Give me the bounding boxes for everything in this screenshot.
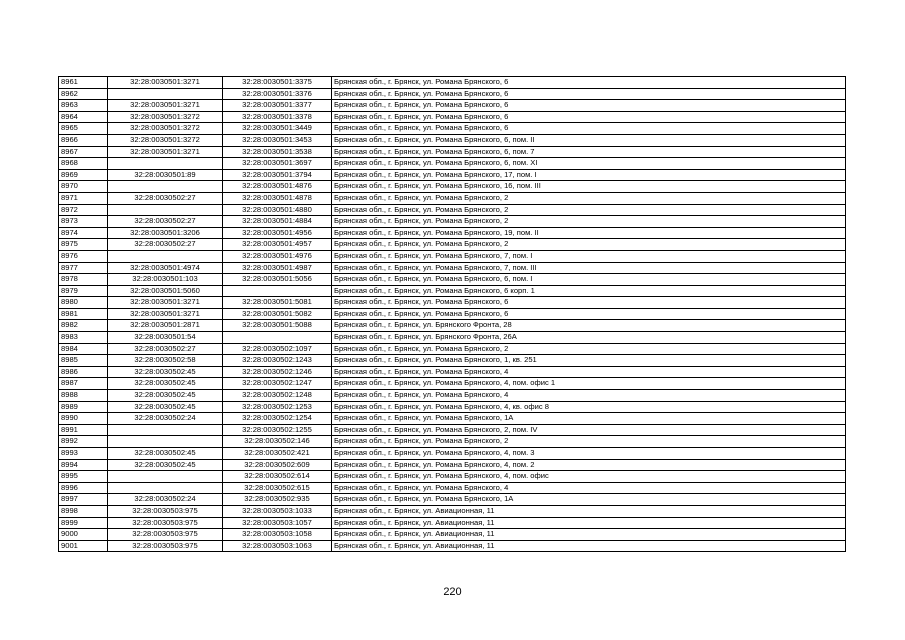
parent-cadastral-number-cell: 32:28:0030502:45 bbox=[108, 378, 223, 390]
parent-cadastral-number-cell: 32:28:0030501:3272 bbox=[108, 111, 223, 123]
table-row bbox=[59, 123, 846, 135]
table-row bbox=[59, 262, 846, 274]
address-cell: Брянская обл., г. Брянск, ул. Романа Брянского, 4, кв. офис 8 bbox=[332, 401, 846, 413]
address-cell: Брянская обл., г. Брянск, ул. Авиационная, 11 bbox=[332, 505, 846, 517]
row-number-cell: 8964 bbox=[59, 111, 108, 123]
row-number-cell: 8981 bbox=[59, 308, 108, 320]
cadastral-number-cell: 32:28:0030501:3377 bbox=[223, 100, 332, 112]
table-row bbox=[59, 77, 846, 89]
address-cell: Брянская обл., г. Брянск, ул. Романа Брянского, 6 bbox=[332, 88, 846, 100]
row-number-cell: 8971 bbox=[59, 192, 108, 204]
parent-cadastral-number-cell: 32:28:0030502:45 bbox=[108, 459, 223, 471]
parent-cadastral-number-cell bbox=[108, 436, 223, 448]
cadastral-number-cell: 32:28:0030502:1246 bbox=[223, 366, 332, 378]
cadastral-number-cell: 32:28:0030502:1243 bbox=[223, 355, 332, 367]
table-row bbox=[59, 505, 846, 517]
row-number-cell: 8965 bbox=[59, 123, 108, 135]
table-row bbox=[59, 297, 846, 309]
table-row bbox=[59, 320, 846, 332]
table-row bbox=[59, 308, 846, 320]
cadastral-number-cell: 32:28:0030503:1063 bbox=[223, 540, 332, 552]
address-cell: Брянская обл., г. Брянск, ул. Романа Брянского, 6 bbox=[332, 297, 846, 309]
cadastral-number-cell: 32:28:0030502:1253 bbox=[223, 401, 332, 413]
table-row bbox=[59, 227, 846, 239]
row-number-cell: 8967 bbox=[59, 146, 108, 158]
parent-cadastral-number-cell: 32:28:0030503:975 bbox=[108, 529, 223, 541]
table-row bbox=[59, 482, 846, 494]
table-row bbox=[59, 540, 846, 552]
address-cell: Брянская обл., г. Брянск, ул. Романа Брянского, 6 bbox=[332, 123, 846, 135]
address-cell: Брянская обл., г. Брянск, ул. Брянского Фронта, 26А bbox=[332, 332, 846, 344]
address-cell: Брянская обл., г. Брянск, ул. Романа Брянского, 6, пом. 7 bbox=[332, 146, 846, 158]
cadastral-number-cell: 32:28:0030501:4956 bbox=[223, 227, 332, 239]
parent-cadastral-number-cell: 32:28:0030502:27 bbox=[108, 239, 223, 251]
cadastral-number-cell: 32:28:0030501:5056 bbox=[223, 274, 332, 286]
address-cell: Брянская обл., г. Брянск, ул. Романа Брянского, 4 bbox=[332, 390, 846, 402]
cadastral-number-cell: 32:28:0030502:615 bbox=[223, 482, 332, 494]
row-number-cell: 8997 bbox=[59, 494, 108, 506]
parent-cadastral-number-cell: 32:28:0030501:3271 bbox=[108, 100, 223, 112]
cadastral-number-cell: 32:28:0030501:3449 bbox=[223, 123, 332, 135]
cadastral-number-cell: 32:28:0030503:1057 bbox=[223, 517, 332, 529]
parent-cadastral-number-cell: 32:28:0030502:45 bbox=[108, 366, 223, 378]
address-cell: Брянская обл., г. Брянск, ул. Романа Брянского, 2 bbox=[332, 436, 846, 448]
cadastral-number-cell: 32:28:0030501:3538 bbox=[223, 146, 332, 158]
parent-cadastral-number-cell bbox=[108, 482, 223, 494]
address-cell: Брянская обл., г. Брянск, ул. Романа Брянского, 6, пом. II bbox=[332, 134, 846, 146]
address-cell: Брянская обл., г. Брянск, ул. Романа Брянского, 6 bbox=[332, 111, 846, 123]
cadastral-number-cell: 32:28:0030503:1058 bbox=[223, 529, 332, 541]
table-row bbox=[59, 250, 846, 262]
cadastral-number-cell: 32:28:0030501:5081 bbox=[223, 297, 332, 309]
table-row bbox=[59, 216, 846, 228]
parent-cadastral-number-cell: 32:28:0030501:3272 bbox=[108, 134, 223, 146]
address-cell: Брянская обл., г. Брянск, ул. Романа Брянского, 19, пом. II bbox=[332, 227, 846, 239]
cadastral-number-cell: 32:28:0030502:1248 bbox=[223, 390, 332, 402]
parent-cadastral-number-cell: 32:28:0030501:3206 bbox=[108, 227, 223, 239]
parent-cadastral-number-cell: 32:28:0030501:89 bbox=[108, 169, 223, 181]
table-row bbox=[59, 401, 846, 413]
table-row bbox=[59, 448, 846, 460]
cadastral-number-cell: 32:28:0030501:5082 bbox=[223, 308, 332, 320]
parent-cadastral-number-cell: 32:28:0030501:3271 bbox=[108, 297, 223, 309]
address-cell: Брянская обл., г. Брянск, ул. Романа Брянского, 2 bbox=[332, 239, 846, 251]
row-number-cell: 8988 bbox=[59, 390, 108, 402]
table-row bbox=[59, 459, 846, 471]
address-cell: Брянская обл., г. Брянск, ул. Романа Брянского, 4, пом. 2 bbox=[332, 459, 846, 471]
parent-cadastral-number-cell: 32:28:0030502:45 bbox=[108, 401, 223, 413]
address-cell: Брянская обл., г. Брянск, ул. Романа Брянского, 6 корп. 1 bbox=[332, 285, 846, 297]
row-number-cell: 9000 bbox=[59, 529, 108, 541]
table-row bbox=[59, 158, 846, 170]
row-number-cell: 9001 bbox=[59, 540, 108, 552]
cadastral-number-cell: 32:28:0030502:609 bbox=[223, 459, 332, 471]
row-number-cell: 8994 bbox=[59, 459, 108, 471]
address-cell: Брянская обл., г. Брянск, ул. Авиационная, 11 bbox=[332, 517, 846, 529]
address-cell: Брянская обл., г. Брянск, ул. Романа Брянского, 17, пом. I bbox=[332, 169, 846, 181]
register-table-body bbox=[59, 77, 846, 552]
row-number-cell: 8983 bbox=[59, 332, 108, 344]
table-row bbox=[59, 181, 846, 193]
row-number-cell: 8969 bbox=[59, 169, 108, 181]
cadastral-number-cell bbox=[223, 285, 332, 297]
cadastral-number-cell bbox=[223, 332, 332, 344]
row-number-cell: 8982 bbox=[59, 320, 108, 332]
parent-cadastral-number-cell: 32:28:0030502:45 bbox=[108, 448, 223, 460]
table-row bbox=[59, 355, 846, 367]
row-number-cell: 8977 bbox=[59, 262, 108, 274]
row-number-cell: 8978 bbox=[59, 274, 108, 286]
parent-cadastral-number-cell: 32:28:0030501:3272 bbox=[108, 123, 223, 135]
parent-cadastral-number-cell: 32:28:0030503:975 bbox=[108, 517, 223, 529]
table-row bbox=[59, 88, 846, 100]
table-row bbox=[59, 378, 846, 390]
table-row bbox=[59, 343, 846, 355]
row-number-cell: 8989 bbox=[59, 401, 108, 413]
address-cell: Брянская обл., г. Брянск, ул. Романа Брянского, 2 bbox=[332, 216, 846, 228]
parent-cadastral-number-cell bbox=[108, 181, 223, 193]
address-cell: Брянская обл., г. Брянск, ул. Романа Брянского, 1А bbox=[332, 413, 846, 425]
row-number-cell: 8992 bbox=[59, 436, 108, 448]
parent-cadastral-number-cell: 32:28:0030501:3271 bbox=[108, 308, 223, 320]
table-row bbox=[59, 134, 846, 146]
cadastral-number-cell: 32:28:0030501:4987 bbox=[223, 262, 332, 274]
cadastral-number-cell: 32:28:0030502:1247 bbox=[223, 378, 332, 390]
parent-cadastral-number-cell: 32:28:0030501:5060 bbox=[108, 285, 223, 297]
row-number-cell: 8963 bbox=[59, 100, 108, 112]
table-row bbox=[59, 100, 846, 112]
address-cell: Брянская обл., г. Брянск, ул. Романа Брянского, 16, пом. III bbox=[332, 181, 846, 193]
parent-cadastral-number-cell bbox=[108, 158, 223, 170]
row-number-cell: 8974 bbox=[59, 227, 108, 239]
parent-cadastral-number-cell: 32:28:0030501:3271 bbox=[108, 77, 223, 89]
address-cell: Брянская обл., г. Брянск, ул. Романа Брянского, 4 bbox=[332, 482, 846, 494]
row-number-cell: 8986 bbox=[59, 366, 108, 378]
cadastral-number-cell: 32:28:0030501:4976 bbox=[223, 250, 332, 262]
cadastral-number-cell: 32:28:0030502:935 bbox=[223, 494, 332, 506]
row-number-cell: 8975 bbox=[59, 239, 108, 251]
row-number-cell: 8985 bbox=[59, 355, 108, 367]
cadastral-number-cell: 32:28:0030502:614 bbox=[223, 471, 332, 483]
table-row bbox=[59, 436, 846, 448]
address-cell: Брянская обл., г. Брянск, ул. Романа Брянского, 6, пом. XI bbox=[332, 158, 846, 170]
cadastral-number-cell: 32:28:0030501:3376 bbox=[223, 88, 332, 100]
row-number-cell: 8984 bbox=[59, 343, 108, 355]
address-cell: Брянская обл., г. Брянск, ул. Романа Брянского, 2, пом. IV bbox=[332, 424, 846, 436]
cadastral-number-cell: 32:28:0030501:5088 bbox=[223, 320, 332, 332]
page-number: 220 bbox=[443, 586, 462, 598]
parent-cadastral-number-cell: 32:28:0030501:54 bbox=[108, 332, 223, 344]
parent-cadastral-number-cell: 32:28:0030502:27 bbox=[108, 343, 223, 355]
row-number-cell: 8976 bbox=[59, 250, 108, 262]
address-cell: Брянская обл., г. Брянск, ул. Романа Брянского, 4 bbox=[332, 366, 846, 378]
row-number-cell: 8980 bbox=[59, 297, 108, 309]
address-cell: Брянская обл., г. Брянск, ул. Романа Брянского, 6 bbox=[332, 308, 846, 320]
address-cell: Брянская обл., г. Брянск, ул. Романа Брянского, 1А bbox=[332, 494, 846, 506]
row-number-cell: 8979 bbox=[59, 285, 108, 297]
table-row bbox=[59, 285, 846, 297]
parent-cadastral-number-cell: 32:28:0030501:4974 bbox=[108, 262, 223, 274]
cadastral-register-table bbox=[58, 76, 846, 552]
parent-cadastral-number-cell: 32:28:0030502:45 bbox=[108, 390, 223, 402]
row-number-cell: 8962 bbox=[59, 88, 108, 100]
table-row bbox=[59, 494, 846, 506]
cadastral-number-cell: 32:28:0030501:4876 bbox=[223, 181, 332, 193]
parent-cadastral-number-cell bbox=[108, 250, 223, 262]
address-cell: Брянская обл., г. Брянск, ул. Романа Брянского, 4, пом. 3 bbox=[332, 448, 846, 460]
parent-cadastral-number-cell: 32:28:0030501:2871 bbox=[108, 320, 223, 332]
row-number-cell: 8991 bbox=[59, 424, 108, 436]
row-number-cell: 8987 bbox=[59, 378, 108, 390]
address-cell: Брянская обл., г. Брянск, ул. Авиационная, 11 bbox=[332, 529, 846, 541]
cadastral-number-cell: 32:28:0030501:4884 bbox=[223, 216, 332, 228]
address-cell: Брянская обл., г. Брянск, ул. Романа Брянского, 7, пом. I bbox=[332, 250, 846, 262]
cadastral-number-cell: 32:28:0030502:1255 bbox=[223, 424, 332, 436]
row-number-cell: 8993 bbox=[59, 448, 108, 460]
table-row bbox=[59, 274, 846, 286]
address-cell: Брянская обл., г. Брянск, ул. Романа Брянского, 6 bbox=[332, 77, 846, 89]
cadastral-number-cell: 32:28:0030502:146 bbox=[223, 436, 332, 448]
parent-cadastral-number-cell bbox=[108, 471, 223, 483]
row-number-cell: 8999 bbox=[59, 517, 108, 529]
row-number-cell: 8990 bbox=[59, 413, 108, 425]
table-row bbox=[59, 169, 846, 181]
cadastral-number-cell: 32:28:0030502:1254 bbox=[223, 413, 332, 425]
cadastral-number-cell: 32:28:0030501:3375 bbox=[223, 77, 332, 89]
parent-cadastral-number-cell: 32:28:0030503:975 bbox=[108, 540, 223, 552]
table-row bbox=[59, 471, 846, 483]
address-cell: Брянская обл., г. Брянск, ул. Романа Брянского, 6 bbox=[332, 100, 846, 112]
parent-cadastral-number-cell bbox=[108, 204, 223, 216]
parent-cadastral-number-cell: 32:28:0030502:27 bbox=[108, 216, 223, 228]
table-row bbox=[59, 517, 846, 529]
table-row bbox=[59, 529, 846, 541]
row-number-cell: 8995 bbox=[59, 471, 108, 483]
cadastral-number-cell: 32:28:0030501:4880 bbox=[223, 204, 332, 216]
table-row bbox=[59, 413, 846, 425]
parent-cadastral-number-cell bbox=[108, 88, 223, 100]
table-row bbox=[59, 366, 846, 378]
parent-cadastral-number-cell: 32:28:0030502:27 bbox=[108, 192, 223, 204]
cadastral-number-cell: 32:28:0030501:3453 bbox=[223, 134, 332, 146]
row-number-cell: 8966 bbox=[59, 134, 108, 146]
parent-cadastral-number-cell: 32:28:0030502:24 bbox=[108, 494, 223, 506]
address-cell: Брянская обл., г. Брянск, ул. Романа Брянского, 2 bbox=[332, 204, 846, 216]
address-cell: Брянская обл., г. Брянск, ул. Романа Брянского, 4, пом. офис bbox=[332, 471, 846, 483]
row-number-cell: 8968 bbox=[59, 158, 108, 170]
table-row bbox=[59, 204, 846, 216]
row-number-cell: 8996 bbox=[59, 482, 108, 494]
address-cell: Брянская обл., г. Брянск, ул. Романа Брянского, 7, пом. III bbox=[332, 262, 846, 274]
cadastral-number-cell: 32:28:0030501:4878 bbox=[223, 192, 332, 204]
table-row bbox=[59, 239, 846, 251]
address-cell: Брянская обл., г. Брянск, ул. Романа Брянского, 2 bbox=[332, 192, 846, 204]
cadastral-number-cell: 32:28:0030503:1033 bbox=[223, 505, 332, 517]
table-row bbox=[59, 146, 846, 158]
row-number-cell: 8972 bbox=[59, 204, 108, 216]
address-cell: Брянская обл., г. Брянск, ул. Романа Брянского, 4, пом. офис 1 bbox=[332, 378, 846, 390]
table-row bbox=[59, 332, 846, 344]
table-row bbox=[59, 192, 846, 204]
row-number-cell: 8961 bbox=[59, 77, 108, 89]
cadastral-number-cell: 32:28:0030501:3378 bbox=[223, 111, 332, 123]
table-row bbox=[59, 111, 846, 123]
address-cell: Брянская обл., г. Брянск, ул. Брянского Фронта, 28 bbox=[332, 320, 846, 332]
row-number-cell: 8970 bbox=[59, 181, 108, 193]
address-cell: Брянская обл., г. Брянск, ул. Авиационная, 11 bbox=[332, 540, 846, 552]
parent-cadastral-number-cell: 32:28:0030501:3271 bbox=[108, 146, 223, 158]
cadastral-number-cell: 32:28:0030502:1097 bbox=[223, 343, 332, 355]
row-number-cell: 8998 bbox=[59, 505, 108, 517]
parent-cadastral-number-cell: 32:28:0030503:975 bbox=[108, 505, 223, 517]
cadastral-number-cell: 32:28:0030501:3794 bbox=[223, 169, 332, 181]
parent-cadastral-number-cell: 32:28:0030502:58 bbox=[108, 355, 223, 367]
address-cell: Брянская обл., г. Брянск, ул. Романа Брянского, 6, пом. I bbox=[332, 274, 846, 286]
row-number-cell: 8973 bbox=[59, 216, 108, 228]
parent-cadastral-number-cell: 32:28:0030502:24 bbox=[108, 413, 223, 425]
table-row bbox=[59, 424, 846, 436]
cadastral-number-cell: 32:28:0030501:4957 bbox=[223, 239, 332, 251]
table-row bbox=[59, 390, 846, 402]
address-cell: Брянская обл., г. Брянск, ул. Романа Брянского, 2 bbox=[332, 343, 846, 355]
parent-cadastral-number-cell: 32:28:0030501:103 bbox=[108, 274, 223, 286]
cadastral-number-cell: 32:28:0030501:3697 bbox=[223, 158, 332, 170]
parent-cadastral-number-cell bbox=[108, 424, 223, 436]
address-cell: Брянская обл., г. Брянск, ул. Романа Брянского, 1, кв. 251 bbox=[332, 355, 846, 367]
cadastral-number-cell: 32:28:0030502:421 bbox=[223, 448, 332, 460]
